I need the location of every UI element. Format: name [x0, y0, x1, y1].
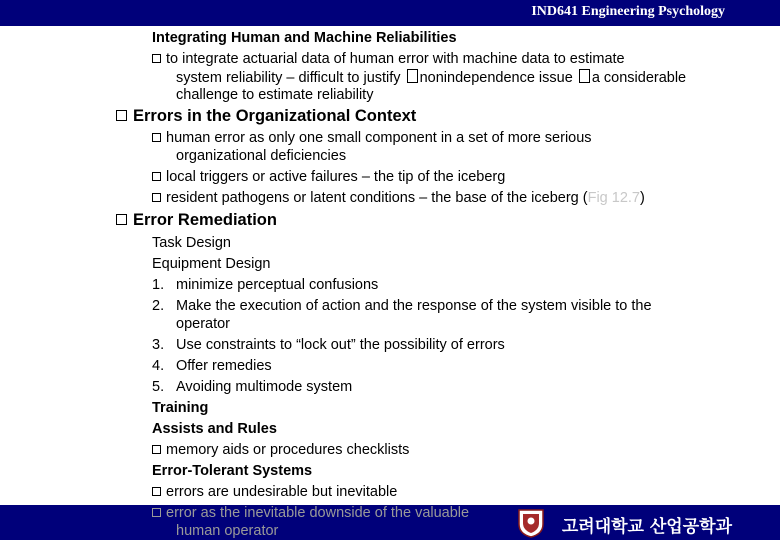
training: Training	[152, 400, 209, 416]
header-bar	[0, 0, 780, 26]
bullet-integrate: to integrate actuarial data of human error with machine data to estimate	[152, 51, 625, 68]
square-bullet-icon	[116, 110, 127, 121]
bullet-error-downside-cont: human operator	[176, 523, 279, 539]
missing-glyph-icon	[407, 69, 418, 83]
bullet-human-error-cont: organizational deficiencies	[176, 148, 347, 164]
square-bullet-icon	[152, 172, 161, 181]
bullet-human-error: human error as only one small component in a set of more serious	[152, 130, 592, 147]
square-bullet-icon	[152, 133, 161, 142]
bullet-local-triggers: local triggers or active failures – the tip of the iceberg	[152, 169, 505, 186]
numbered-item-2: 2. Make the execution of action and the response of the system visible to the	[152, 298, 652, 314]
bullet-errors-undesirable: errors are undesirable but inevitable	[152, 484, 397, 501]
missing-glyph-icon	[579, 69, 590, 83]
bullet-memory-aids: memory aids or procedures checklists	[152, 442, 409, 459]
numbered-item-1: 1. minimize perceptual confusions	[152, 277, 379, 293]
bullet-error-downside: error as the inevitable downside of the valuable	[152, 505, 469, 522]
university-emblem-icon	[517, 508, 545, 538]
numbered-item-2-cont: operator	[176, 316, 231, 332]
heading-integrating: Integrating Human and Machine Reliabilities	[152, 30, 457, 46]
numbered-item-3: 3. Use constraints to “lock out” the possibility of errors	[152, 337, 505, 353]
heading-remediation: Error Remediation	[116, 212, 277, 229]
square-bullet-icon	[152, 508, 161, 517]
course-title: IND641 Engineering Psychology	[531, 4, 725, 19]
square-bullet-icon	[152, 193, 161, 202]
assists-and-rules: Assists and Rules	[152, 421, 277, 437]
square-bullet-icon	[152, 487, 161, 496]
task-design: Task Design	[152, 235, 231, 251]
bullet-integrate-line3: challenge to estimate reliability	[176, 87, 374, 103]
square-bullet-icon	[152, 445, 161, 454]
university-name: 고려대학교 산업공학과	[561, 517, 732, 537]
bullet-resident-pathogens: resident pathogens or latent conditions – the base of the iceberg (Fig 12.7)	[152, 190, 645, 207]
square-bullet-icon	[152, 54, 161, 63]
numbered-item-5: 5. Avoiding multimode system	[152, 379, 353, 395]
fig-link[interactable]: Fig 12.7	[587, 190, 640, 206]
square-bullet-icon	[116, 214, 127, 225]
bullet-integrate-line2: system reliability – difficult to justify nonindependence issue a considerable	[176, 70, 687, 86]
numbered-item-4: 4. Offer remedies	[152, 358, 272, 374]
error-tolerant-systems: Error-Tolerant Systems	[152, 463, 313, 479]
heading-organizational: Errors in the Organizational Context	[116, 108, 416, 125]
equipment-design: Equipment Design	[152, 256, 271, 272]
